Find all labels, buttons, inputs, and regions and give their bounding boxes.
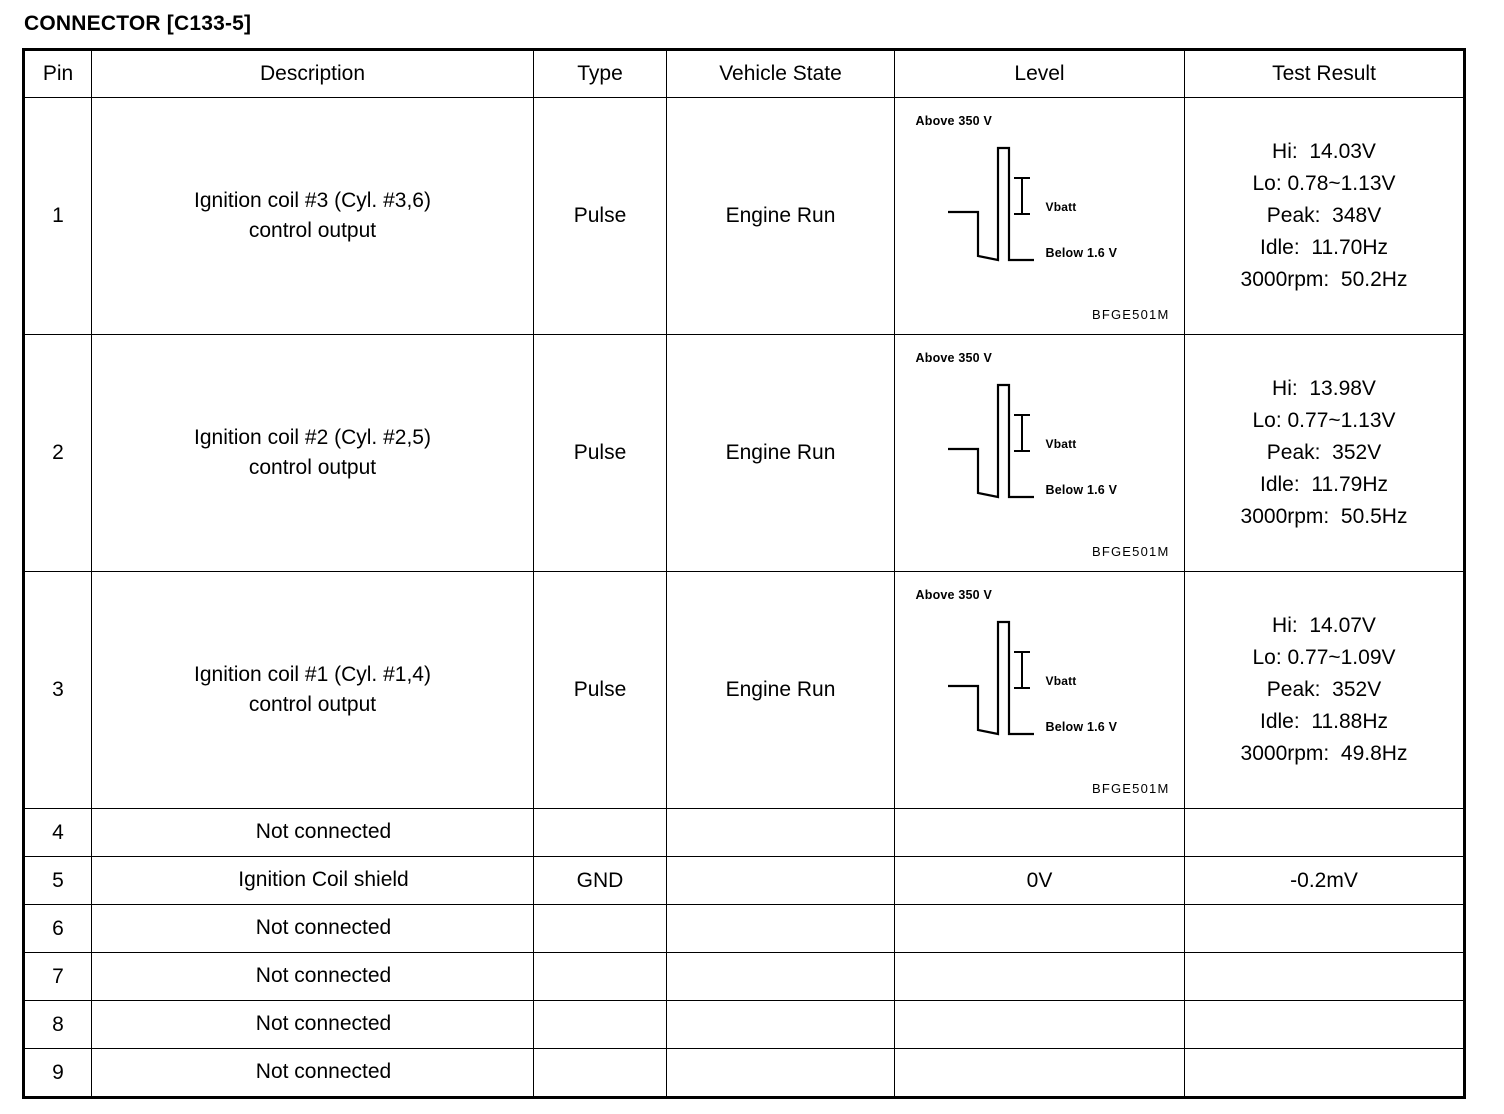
cell-level: 0V [895,857,1185,905]
test-result-line: Idle: 11.79Hz [1259,472,1389,496]
cell-vehicle-state [667,905,895,953]
cell-description: Not connected [92,953,534,1001]
cell-type: Pulse [534,572,667,809]
cell-description: Not connected [92,905,534,953]
waveform-diagram [906,582,1174,798]
cell-vehicle-state [667,857,895,905]
cell-pin: 2 [24,335,92,572]
cell-description: Ignition Coil shield [92,857,534,905]
waveform-icon [906,345,1174,561]
column-header-test-result: Test Result [1185,50,1465,98]
description-line-2: control output [248,693,377,716]
cell-vehicle-state [667,953,895,1001]
cell-test-result [1185,98,1465,335]
cell-description: Not connected [92,1049,534,1098]
cell-test-result [1185,335,1465,572]
connector-pin-table [22,48,1466,1099]
cell-level [895,98,1185,335]
description-line-2: control output [248,219,377,242]
test-result-line: Peak: 348V [1266,204,1382,228]
description-line-2: control output [248,456,377,479]
cell-vehicle-state [667,809,895,857]
cell-level [895,809,1185,857]
cell-pin: 7 [24,953,92,1001]
waveform-label-below: Below 1.6 V [1045,720,1118,734]
table-body [24,98,1465,1098]
cell-type: GND [534,857,667,905]
waveform-figure-code: BFGE501M [1091,544,1170,559]
cell-pin: 3 [24,572,92,809]
cell-description: Not connected [92,1001,534,1049]
table-row [24,953,1465,1001]
test-result-line: Peak: 352V [1266,441,1382,465]
waveform-diagram [906,345,1174,561]
table-row [24,572,1465,809]
table-row [24,905,1465,953]
waveform-label-above: Above 350 V [915,114,993,128]
waveform-label-vbatt: Vbatt [1045,674,1077,688]
description-line-1: Ignition coil #3 (Cyl. #3,6) [194,188,431,212]
waveform-label-below: Below 1.6 V [1045,246,1118,260]
waveform-figure-code: BFGE501M [1091,307,1170,322]
column-header-level: Level [895,50,1185,98]
cell-level [895,572,1185,809]
table-row [24,857,1465,905]
cell-type [534,809,667,857]
cell-vehicle-state: Engine Run [667,335,895,572]
cell-level [895,905,1185,953]
table-row [24,809,1465,857]
cell-type [534,1001,667,1049]
table-header-row [24,50,1465,98]
cell-level [895,1001,1185,1049]
test-result-line: 3000rpm: 50.5Hz [1240,504,1408,528]
test-result-line: Lo: 0.78~1.13V [1252,172,1396,196]
cell-description [92,335,534,572]
column-header-type: Type [534,50,667,98]
cell-level [895,1049,1185,1098]
cell-type [534,905,667,953]
test-result-line: Lo: 0.77~1.09V [1252,646,1396,670]
cell-test-result [1185,809,1465,857]
waveform-icon [906,108,1174,324]
cell-type: Pulse [534,98,667,335]
cell-type [534,953,667,1001]
cell-test-result [1185,1049,1465,1098]
test-result-line: Hi: 14.07V [1272,614,1376,638]
column-header-description: Description [92,50,534,98]
cell-type [534,1049,667,1098]
cell-vehicle-state: Engine Run [667,572,895,809]
waveform-icon [906,582,1174,798]
cell-vehicle-state [667,1049,895,1098]
cell-level [895,335,1185,572]
cell-test-result [1185,572,1465,809]
test-result-line: Peak: 352V [1266,678,1382,702]
cell-pin: 8 [24,1001,92,1049]
waveform-label-above: Above 350 V [915,351,993,365]
test-result-line: 3000rpm: 49.8Hz [1240,741,1408,765]
test-result-line: Idle: 11.70Hz [1259,235,1389,259]
cell-type: Pulse [534,335,667,572]
cell-level [895,953,1185,1001]
cell-pin: 1 [24,98,92,335]
cell-description: Not connected [92,809,534,857]
waveform-diagram [906,108,1174,324]
cell-pin: 9 [24,1049,92,1098]
description-line-1: Ignition coil #1 (Cyl. #1,4) [194,662,431,686]
test-result-line: Lo: 0.77~1.13V [1252,409,1396,433]
test-result-line: Idle: 11.88Hz [1259,709,1389,733]
cell-pin: 5 [24,857,92,905]
test-result-line: 3000rpm: 50.2Hz [1240,267,1408,291]
waveform-figure-code: BFGE501M [1091,781,1170,796]
waveform-label-vbatt: Vbatt [1045,200,1077,214]
column-header-pin: Pin [24,50,92,98]
table-row [24,335,1465,572]
cell-test-result [1185,1001,1465,1049]
page-title: CONNECTOR [C133-5] [24,12,252,35]
cell-description [92,572,534,809]
cell-test-result: -0.2mV [1185,857,1465,905]
waveform-label-above: Above 350 V [915,588,993,602]
cell-description [92,98,534,335]
table-row [24,1049,1465,1098]
cell-vehicle-state [667,1001,895,1049]
table-row [24,1001,1465,1049]
test-result-line: Hi: 14.03V [1272,140,1376,164]
table-header [24,50,1465,98]
column-header-vehicle-state: Vehicle State [667,50,895,98]
cell-pin: 4 [24,809,92,857]
cell-pin: 6 [24,905,92,953]
waveform-label-vbatt: Vbatt [1045,437,1077,451]
cell-test-result [1185,905,1465,953]
test-result-line: Hi: 13.98V [1272,377,1376,401]
table-row [24,98,1465,335]
description-line-1: Ignition coil #2 (Cyl. #2,5) [194,425,431,449]
cell-vehicle-state: Engine Run [667,98,895,335]
cell-test-result [1185,953,1465,1001]
waveform-label-below: Below 1.6 V [1045,483,1118,497]
